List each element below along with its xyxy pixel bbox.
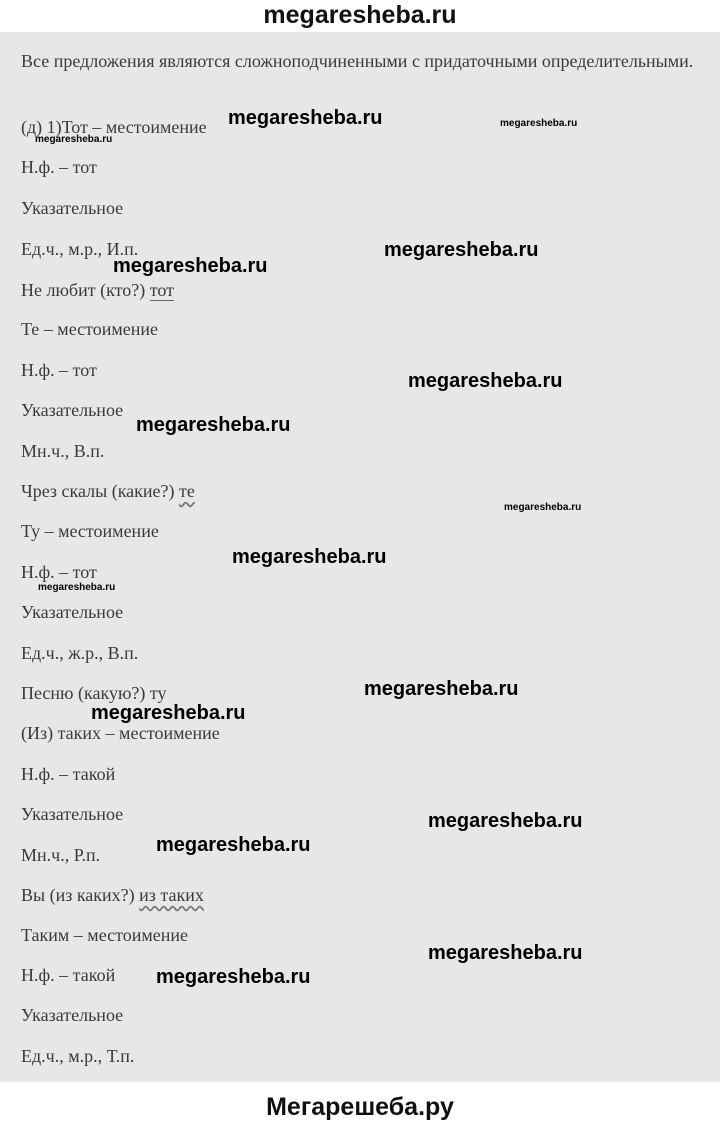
line-ukazatelnoe-2: Указательное [21, 400, 124, 420]
line-takim-mestoimenie: Таким – местоимение [21, 925, 189, 945]
line-grammar-2: Мн.ч., В.п. [21, 441, 105, 461]
example-2-question: Чрез скалы (какие?) [21, 481, 175, 501]
watermark: megaresheba.ru [384, 239, 539, 261]
site-header-title[interactable]: megaresheba.ru [263, 1, 457, 29]
watermark: megaresheba.ru [91, 702, 246, 724]
line-grammar-4: Мн.ч., Р.п. [21, 845, 101, 865]
line-nf-tot-1: Н.ф. – тот [21, 157, 97, 177]
line-nf-takoy-1: Н.ф. – такой [21, 764, 116, 784]
line-ukazatelnoe-1: Указательное [21, 198, 124, 218]
line-example-2 [21, 481, 195, 502]
watermark: megaresheba.ru [364, 678, 519, 700]
line-tu-mestoimenie: Ту – местоимение [21, 521, 159, 541]
watermark-small: megaresheba.ru [504, 502, 582, 513]
line-grammar-5: Ед.ч., м.р., Т.п. [21, 1046, 135, 1066]
line-example-4 [21, 885, 204, 906]
example-1-question: Не любит (кто?) [21, 280, 146, 300]
watermark: megaresheba.ru [156, 834, 311, 856]
example-1-answer: тот [149, 280, 174, 300]
example-2-answer: те [179, 481, 195, 501]
watermark: megaresheba.ru [228, 107, 383, 129]
watermark: megaresheba.ru [156, 966, 311, 988]
watermark-small: megaresheba.ru [38, 582, 116, 593]
site-footer-title[interactable]: Мегарешеба.ру [266, 1093, 454, 1121]
line-ukazatelnoe-3: Указательное [21, 602, 124, 622]
watermark-small: megaresheba.ru [35, 134, 113, 145]
intro-paragraph: Все предложения являются сложноподчиненными с придаточными определительными. [21, 51, 694, 71]
example-4-question: Вы (из каких?) [21, 885, 135, 905]
watermark: megaresheba.ru [113, 255, 268, 277]
line-example-3: Песню (какую?) ту [21, 683, 167, 703]
watermark: megaresheba.ru [408, 370, 563, 392]
line-grammar-3: Ед.ч., ж.р., В.п. [21, 643, 139, 663]
watermark: megaresheba.ru [136, 414, 291, 436]
scanned-page [0, 32, 720, 1082]
line-nf-tot-2: Н.ф. – тот [21, 360, 97, 380]
line-tot-mestoimenie: (д) 1)Тот – местоимение [21, 117, 207, 137]
line-nf-tot-3: Н.ф. – тот [21, 562, 97, 582]
line-ukazatelnoe-5: Указательное [21, 1005, 124, 1025]
watermark: megaresheba.ru [428, 942, 583, 964]
line-ukazatelnoe-4: Указательное [21, 804, 124, 824]
line-takih-mestoimenie: (Из) таких – местоимение [21, 723, 220, 743]
line-nf-takoy-2: Н.ф. – такой [21, 965, 116, 985]
line-example-1 [21, 280, 174, 301]
watermark: megaresheba.ru [428, 810, 583, 832]
line-grammar-1: Ед.ч., м.р., И.п. [21, 239, 139, 259]
line-te-mestoimenie: Те – местоимение [21, 319, 159, 339]
example-4-answer: из таких [139, 885, 204, 905]
watermark: megaresheba.ru [232, 546, 387, 568]
watermark-small: megaresheba.ru [500, 118, 578, 129]
